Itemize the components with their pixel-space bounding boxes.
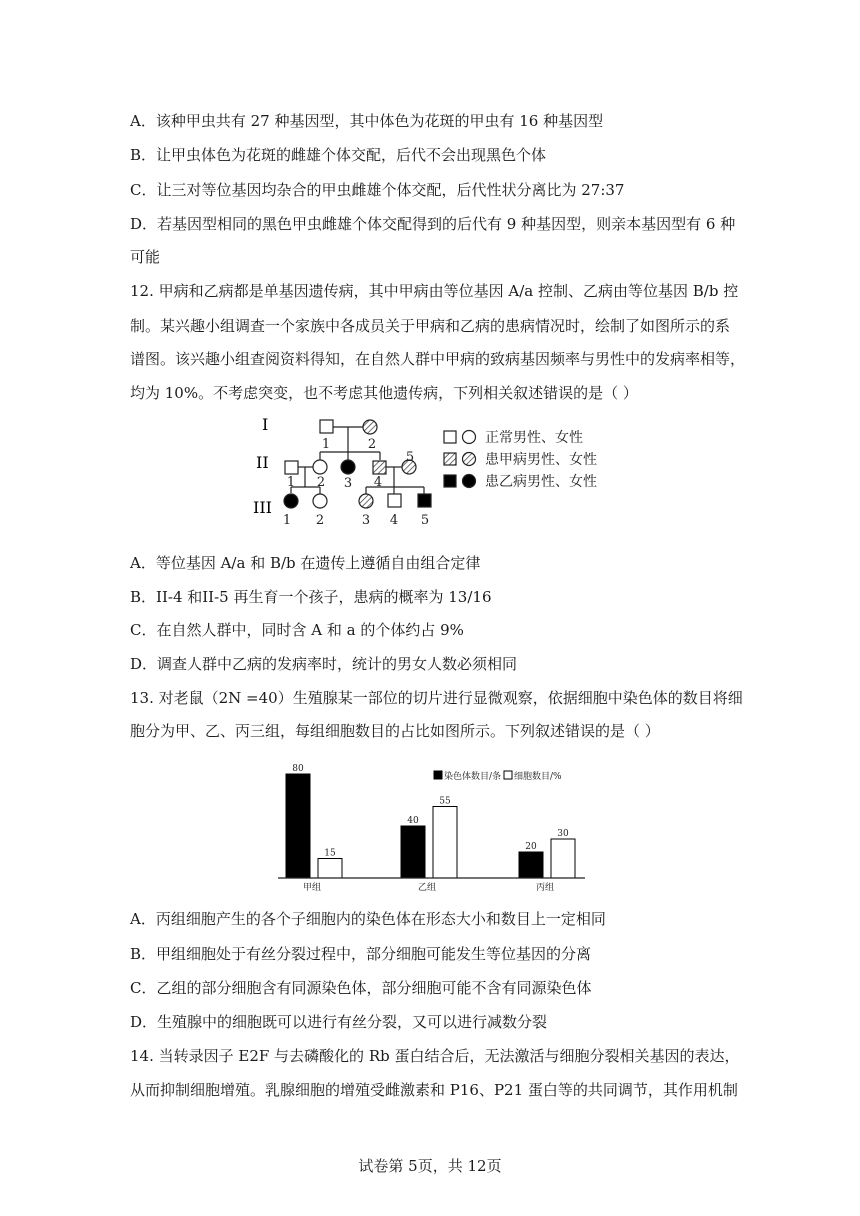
bar-value-label: 30 — [557, 829, 569, 839]
pedigree-ii2-normal-female — [313, 460, 327, 474]
bar-chromosome-3 — [519, 852, 543, 878]
legend-cell-label: 细胞数目/% — [514, 772, 562, 782]
bar-value-label: 20 — [525, 842, 537, 852]
generation-label-i: I — [262, 415, 269, 434]
pedigree-ii1-normal-male — [285, 461, 298, 474]
label-iii3: 3 — [361, 513, 371, 528]
q13-option-c: C．乙组的部分细胞含有同源染色体，部分细胞可能不含有同源染色体 — [130, 979, 592, 997]
label-iii4: 4 — [389, 513, 399, 528]
label-ii3: 3 — [343, 476, 353, 491]
q12-stem-line-4: 均为 10%。不考虑突变，也不考虑其他遗传病，下列相关叙述错误的是（ ） — [130, 384, 638, 402]
bar-cell-2 — [433, 807, 457, 879]
q13-stem-line-1: 13. 对老鼠（2N =40）生殖腺某一部位的切片进行显微观察，依据细胞中染色体的数目将细 — [130, 689, 743, 707]
q11-option-c: C．让三对等位基因均杂合的甲虫雌雄个体交配，后代性状分离比为 27:37 — [130, 181, 625, 199]
q11-option-a: A．该种甲虫共有 27 种基因型，其中体色为花斑的甲虫有 16 种基因型 — [130, 112, 604, 130]
q12-option-c: C．在自然人群中，同时含 A 和 a 的个体约占 9% — [130, 621, 464, 639]
legend-disease-a-male-icon — [444, 453, 456, 465]
pedigree-iii1-disease-b-female — [284, 494, 298, 508]
page-footer: 试卷第 5页，共 12页 — [358, 1157, 502, 1175]
label-i1: 1 — [321, 437, 331, 452]
q12-stem-line-2: 制。某兴趣小组调查一个家族中各成员关于甲病和乙病的患病情况时，绘制了如图所示的系 — [130, 317, 731, 335]
bar-value-label: 80 — [292, 764, 304, 774]
label-ii1: 1 — [286, 475, 296, 490]
q13-option-d: D．生殖腺中的细胞既可以进行有丝分裂，又可以进行减数分裂 — [130, 1013, 548, 1031]
legend-chromosome-label: 染色体数目/条 — [444, 772, 502, 782]
pedigree-iii2-normal-female — [313, 494, 327, 508]
q12-stem-line-3: 谱图。该兴趣小组查阅资料得知，在自然人群中甲病的致病基因频率与男性中的发病率相等， — [130, 350, 746, 368]
pedigree-ii3-disease-b-female — [341, 460, 355, 474]
pedigree-iii3-disease-a-female — [359, 494, 373, 508]
pedigree-iii5-disease-b-male — [418, 494, 431, 507]
category-label: 甲组 — [302, 883, 322, 893]
label-ii4: 4 — [373, 475, 383, 490]
legend-disease-a-female-icon — [463, 453, 476, 466]
pedigree-iii4-normal-male — [388, 494, 401, 507]
legend-chromosome-swatch — [434, 771, 442, 779]
legend-cell-swatch — [504, 771, 512, 779]
label-i2: 2 — [367, 437, 377, 452]
q12-option-b: B．II-4 和II-5 再生育一个孩子，患病的概率为 13/16 — [130, 588, 492, 606]
category-label: 乙组 — [417, 883, 437, 893]
q11-option-d: D．若基因型相同的黑色甲虫雌雄个体交配得到的后代有 9 种基因型，则亲本基因型有 6 种 — [130, 215, 736, 233]
legend-normal-female-icon — [463, 431, 476, 444]
q13-stem-line-2: 胞分为甲、乙、丙三组，每组细胞数目的占比如图所示。下列叙述错误的是（ ） — [130, 722, 660, 740]
pedigree-diagram — [0, 410, 860, 540]
legend-disease-b-male-icon — [444, 475, 456, 487]
pedigree-ii4-disease-a-male — [373, 461, 386, 474]
label-ii5: 5 — [405, 450, 415, 465]
q11-option-b: B．让甲虫体色为花斑的雌雄个体交配，后代不会出现黑色个体 — [130, 146, 547, 164]
bar-chromosome-1 — [286, 774, 310, 878]
legend-disease-b-female-icon — [463, 475, 476, 488]
q14-stem-line-2: 从而抑制细胞增殖。乳腺细胞的增殖受雌激素和 P16、P21 蛋白等的共同调节，其作用机制 — [130, 1081, 738, 1099]
label-iii1: 1 — [282, 513, 292, 528]
q12-option-a: A．等位基因 A/a 和 B/b 在遗传上遵循自由组合定律 — [130, 554, 481, 572]
bar-cell-1 — [318, 859, 342, 879]
pedigree-i1-normal-male — [320, 420, 333, 433]
bar-chromosome-2 — [401, 826, 425, 878]
q13-option-a: A．丙组细胞产生的各个子细胞内的染色体在形态大小和数目上一定相同 — [130, 910, 606, 928]
legend-disease-b-label: 患乙病男性、女性 — [485, 474, 597, 490]
bar-value-label: 15 — [324, 848, 336, 859]
bar-value-label: 55 — [439, 796, 451, 807]
pedigree-i2-disease-a-female — [363, 420, 377, 434]
label-ii2: 2 — [316, 475, 326, 490]
bar-cell-3 — [551, 839, 575, 878]
q11-option-d-cont: 可能 — [130, 248, 161, 266]
q12-option-d: D．调查人群中乙病的发病率时，统计的男女人数必须相同 — [130, 655, 518, 673]
generation-label-iii: III — [253, 498, 272, 517]
label-iii5: 5 — [420, 513, 430, 528]
legend-normal-male-icon — [444, 431, 456, 443]
q14-stem-line-1: 14. 当转录因子 E2F 与去磷酸化的 Rb 蛋白结合后，无法激活与细胞分裂相关基因的表达， — [130, 1047, 740, 1065]
q12-stem-line-1: 12. 甲病和乙病都是单基因遗传病，其中甲病由等位基因 A/a 控制、乙病由等位基因 B/b 控 — [130, 282, 739, 300]
q13-option-b: B．甲组细胞处于有丝分裂过程中，部分细胞可能发生等位基因的分离 — [130, 945, 592, 963]
category-label: 丙组 — [535, 883, 555, 893]
bar-value-label: 40 — [407, 816, 419, 826]
label-iii2: 2 — [315, 513, 325, 528]
bar-chart — [0, 758, 860, 898]
generation-label-ii: II — [256, 453, 269, 472]
legend-disease-a-label: 患甲病男性、女性 — [485, 452, 597, 468]
legend-normal-label: 正常男性、女性 — [485, 430, 583, 446]
